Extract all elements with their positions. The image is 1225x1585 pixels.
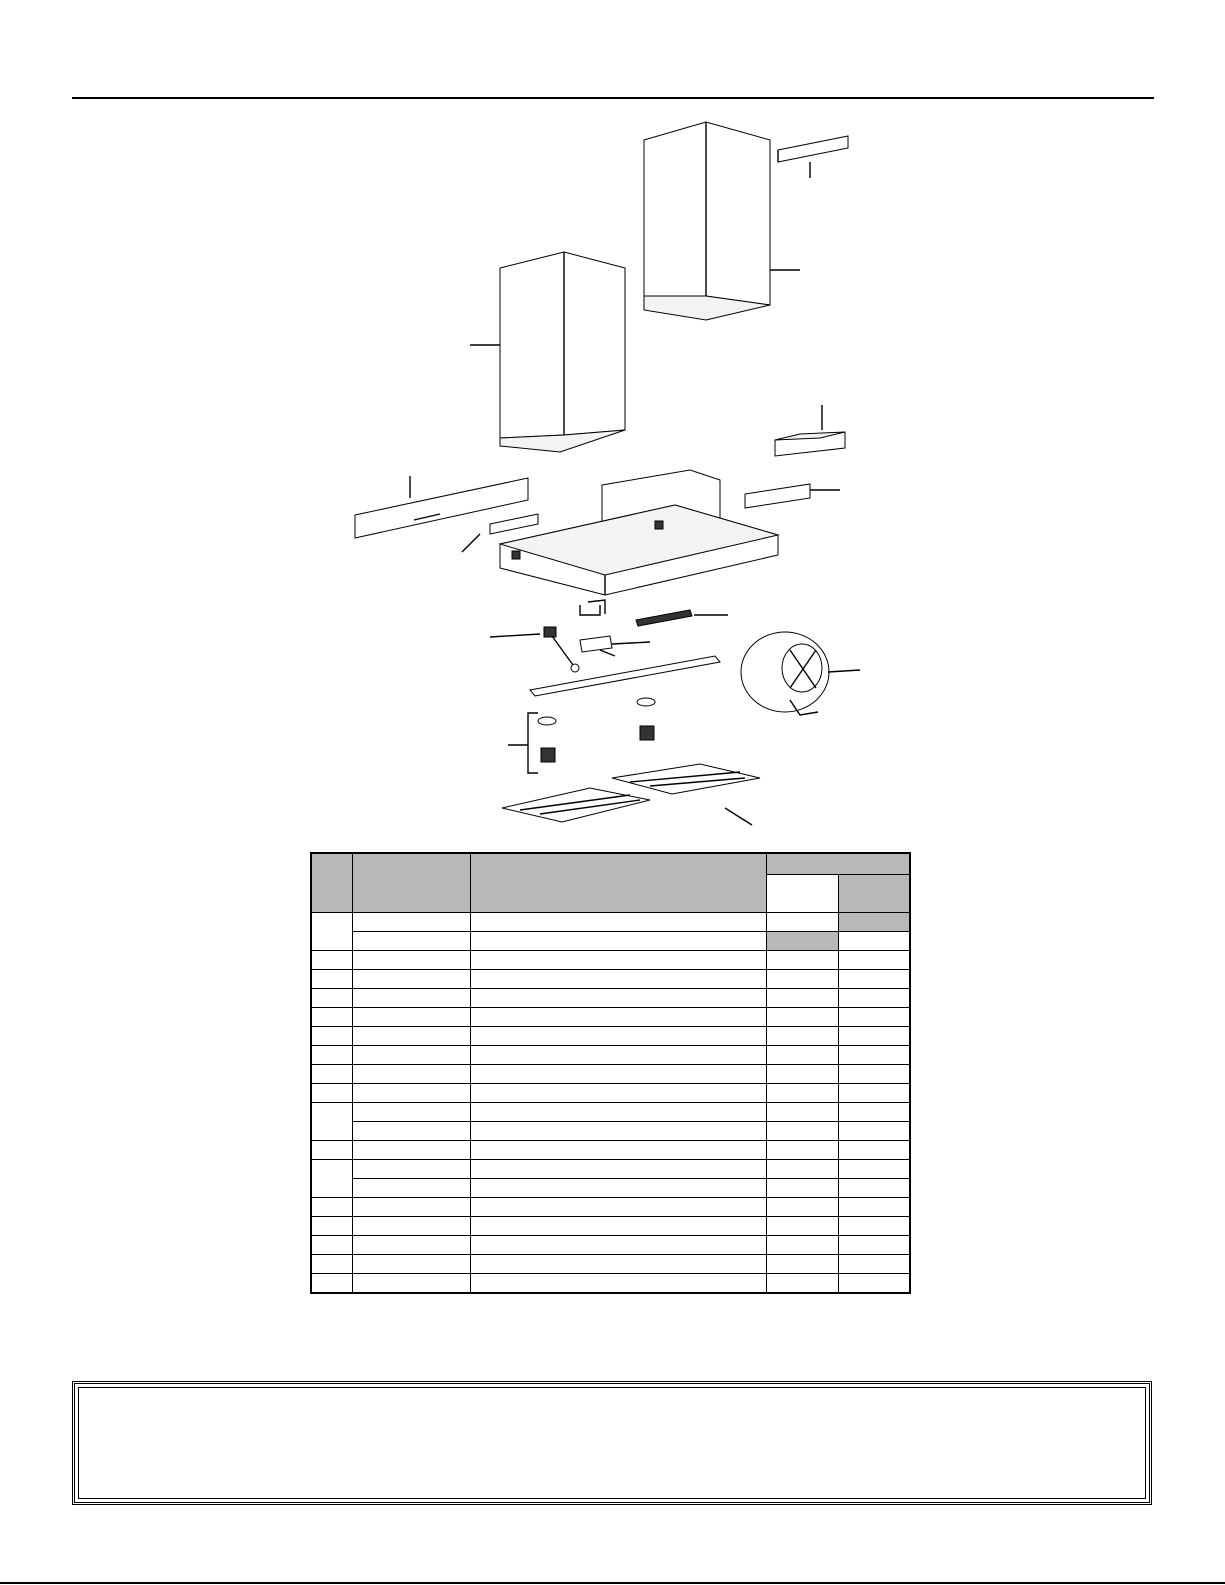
table-cell <box>311 1065 352 1084</box>
table-row <box>311 1027 910 1046</box>
table-cell <box>311 951 352 970</box>
halogen-lamp-icon <box>528 698 655 773</box>
table-cell <box>311 1027 352 1046</box>
table-cell <box>766 1046 838 1065</box>
table-header-row-top <box>311 853 910 875</box>
table-cell <box>352 1160 470 1179</box>
table-cell <box>838 1141 910 1160</box>
table-cell <box>311 1084 352 1103</box>
table-cell <box>766 989 838 1008</box>
table-cell <box>766 1084 838 1103</box>
table-cell <box>311 1255 352 1274</box>
table-cell <box>838 1236 910 1255</box>
table-cell <box>838 913 910 932</box>
table-cell <box>838 1103 910 1122</box>
table-row <box>311 1160 910 1179</box>
table-row <box>311 1274 910 1294</box>
table-row <box>311 1255 910 1274</box>
table-cell <box>352 1008 470 1027</box>
transformer-icon <box>580 636 615 656</box>
table-cell <box>470 1141 766 1160</box>
table-cell <box>470 1122 766 1141</box>
leader-line <box>490 634 540 637</box>
bottom-rule <box>0 1582 1225 1584</box>
power-cord-icon <box>544 627 579 672</box>
table-cell <box>470 1274 766 1294</box>
table-cell <box>470 1236 766 1255</box>
table-cell <box>311 1103 352 1141</box>
table-cell <box>766 1179 838 1198</box>
hood-body-icon <box>500 470 778 595</box>
table-cell <box>352 970 470 989</box>
table-cell <box>311 989 352 1008</box>
parts-list-table <box>310 852 911 1294</box>
table-cell <box>311 1274 352 1294</box>
table-header-cell <box>311 853 352 913</box>
table-cell <box>766 1198 838 1217</box>
table-header-cell <box>766 853 910 875</box>
table-cell <box>766 1103 838 1122</box>
table-cell <box>470 1046 766 1065</box>
table-cell <box>352 932 470 951</box>
leader-line <box>612 642 650 644</box>
table-cell <box>352 1027 470 1046</box>
table-cell <box>838 1217 910 1236</box>
parts-table-body <box>311 913 910 1294</box>
leader-line <box>462 534 480 552</box>
table-cell <box>352 1274 470 1294</box>
table-row <box>311 1236 910 1255</box>
note-box <box>72 1381 1152 1505</box>
table-cell <box>470 951 766 970</box>
table-cell <box>470 1084 766 1103</box>
table-cell <box>352 913 470 932</box>
table-cell <box>766 1141 838 1160</box>
table-cell <box>352 1198 470 1217</box>
table-cell <box>766 1217 838 1236</box>
table-cell <box>311 1141 352 1160</box>
table-cell <box>838 1084 910 1103</box>
table-row <box>311 970 910 989</box>
top-rule <box>72 97 1154 99</box>
table-cell <box>470 932 766 951</box>
table-row <box>311 1198 910 1217</box>
table-cell <box>838 1122 910 1141</box>
table-row <box>311 932 910 951</box>
table-cell <box>766 1122 838 1141</box>
table-cell <box>352 1046 470 1065</box>
table-cell <box>838 1027 910 1046</box>
table-cell <box>352 1179 470 1198</box>
leader-line <box>725 808 752 825</box>
table-cell <box>470 970 766 989</box>
table-row <box>311 1008 910 1027</box>
table-cell <box>470 1179 766 1198</box>
note-box-inner <box>78 1387 1146 1499</box>
table-row <box>311 1046 910 1065</box>
table-cell <box>838 1198 910 1217</box>
table-cell <box>470 1065 766 1084</box>
pcb-board-icon <box>636 610 692 626</box>
table-cell <box>352 1084 470 1103</box>
table-cell <box>766 1236 838 1255</box>
table-cell <box>766 1008 838 1027</box>
table-cell <box>766 1255 838 1274</box>
table-cell <box>838 1065 910 1084</box>
leader-line <box>828 670 860 672</box>
table-row <box>311 913 910 932</box>
table-cell <box>311 1160 352 1198</box>
table-cell <box>838 989 910 1008</box>
table-row <box>311 1141 910 1160</box>
table-cell <box>311 1198 352 1217</box>
table-cell <box>470 1198 766 1217</box>
table-cell <box>352 1217 470 1236</box>
table-cell <box>352 1103 470 1122</box>
table-row <box>311 1065 910 1084</box>
table-cell <box>838 1255 910 1274</box>
table-cell <box>766 970 838 989</box>
table-cell <box>470 1027 766 1046</box>
table-cell <box>352 1141 470 1160</box>
table-cell <box>766 951 838 970</box>
exploded-parts-diagram <box>0 100 1225 840</box>
table-cell <box>838 970 910 989</box>
table-cell <box>766 1065 838 1084</box>
table-cell <box>470 1217 766 1236</box>
table-cell <box>352 1236 470 1255</box>
table-cell <box>352 1122 470 1141</box>
table-row <box>311 1217 910 1236</box>
duct-cover-lower-icon <box>500 252 625 452</box>
table-cell <box>470 989 766 1008</box>
table-cell <box>838 1008 910 1027</box>
light-bracket-icon <box>580 600 605 615</box>
table-cell <box>311 913 352 951</box>
table-cell <box>311 1236 352 1255</box>
table-row <box>311 1179 910 1198</box>
table-row <box>311 1103 910 1122</box>
table-row <box>311 951 910 970</box>
table-cell <box>766 1274 838 1294</box>
duct-support-bracket-icon <box>775 432 845 456</box>
table-cell <box>311 1008 352 1027</box>
table-header-cell <box>470 853 766 913</box>
table-row <box>311 1122 910 1141</box>
table-cell <box>766 913 838 932</box>
table-cell <box>838 1179 910 1198</box>
table-cell <box>838 1046 910 1065</box>
table-cell <box>352 989 470 1008</box>
table-cell <box>311 970 352 989</box>
switch-board-icon <box>490 514 538 534</box>
table-cell <box>352 951 470 970</box>
table-cell <box>766 932 838 951</box>
table-header-cell <box>766 875 838 913</box>
table-cell <box>838 1160 910 1179</box>
table-cell <box>311 1217 352 1236</box>
table-row <box>311 989 910 1008</box>
blower-motor-icon <box>741 632 829 715</box>
table-cell <box>838 932 910 951</box>
grease-filter-icon <box>502 764 760 822</box>
table-cell <box>470 1008 766 1027</box>
table-cell <box>352 1065 470 1084</box>
table-cell <box>838 1274 910 1294</box>
table-cell <box>470 913 766 932</box>
table-header-cell <box>352 853 470 913</box>
table-cell <box>470 1103 766 1122</box>
light-strip-icon <box>530 656 720 696</box>
table-header-cell <box>838 875 910 913</box>
table-cell <box>470 1160 766 1179</box>
duct-cover-upper-icon <box>644 122 770 320</box>
table-cell <box>352 1255 470 1274</box>
wall-bracket-icon <box>745 484 810 508</box>
upper-bracket-icon <box>778 136 848 162</box>
table-cell <box>766 1160 838 1179</box>
table-row <box>311 1084 910 1103</box>
table-cell <box>838 951 910 970</box>
table-cell <box>470 1255 766 1274</box>
table-cell <box>766 1027 838 1046</box>
table-cell <box>311 1046 352 1065</box>
